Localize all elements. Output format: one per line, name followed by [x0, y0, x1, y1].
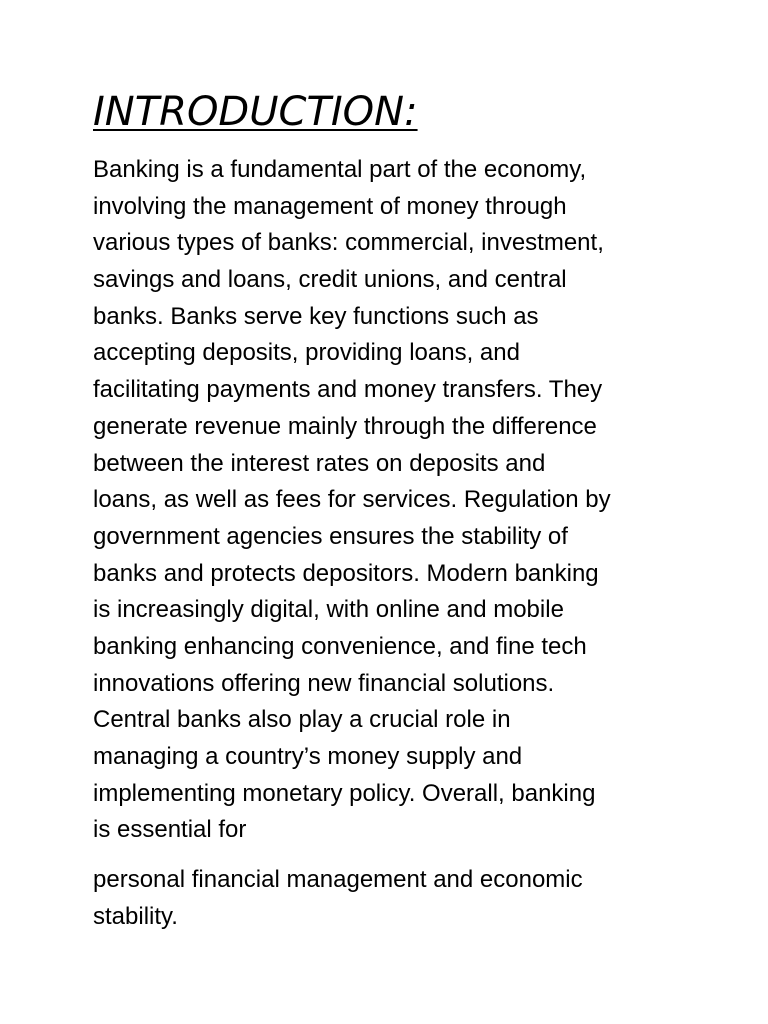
- text-line: innovations offering new financial solutions.: [93, 669, 555, 697]
- text-line: various types of banks: commercial, investment,: [93, 229, 604, 257]
- paragraph-2: [93, 862, 683, 935]
- text-line: is essential for: [93, 816, 247, 844]
- text-line: Central banks also play a crucial role in: [93, 706, 511, 734]
- text-line: managing a country’s money supply and: [93, 743, 523, 770]
- text-line: is increasingly digital, with online and mobile: [93, 596, 564, 624]
- paragraph-1: [93, 152, 683, 849]
- text-line: accepting deposits, providing loans, and: [93, 339, 520, 367]
- text-line: government agencies ensures the stability of: [93, 522, 568, 550]
- text-line: generate revenue mainly through the difference: [93, 412, 597, 440]
- text-line: loans, as well as fees for services. Regulation by: [93, 486, 611, 514]
- text-line: stability.: [93, 902, 178, 930]
- page-title: INTRODUCTION:: [93, 89, 418, 135]
- text-line: banks. Banks serve key functions such as: [93, 302, 539, 330]
- text-line: banking enhancing convenience, and fine tech: [93, 632, 587, 660]
- text-line: between the interest rates on deposits and: [93, 449, 546, 477]
- text-line: involving the management of money through: [93, 192, 567, 220]
- text-line: implementing monetary policy. Overall, banking: [93, 779, 596, 807]
- text-line: Banking is a fundamental part of the economy,: [93, 156, 587, 183]
- text-line: facilitating payments and money transfers. They: [93, 376, 603, 404]
- text-line: personal financial management and economic: [93, 866, 583, 893]
- text-line: savings and loans, credit unions, and central: [93, 266, 567, 294]
- text-line: banks and protects depositors. Modern banking: [93, 559, 599, 587]
